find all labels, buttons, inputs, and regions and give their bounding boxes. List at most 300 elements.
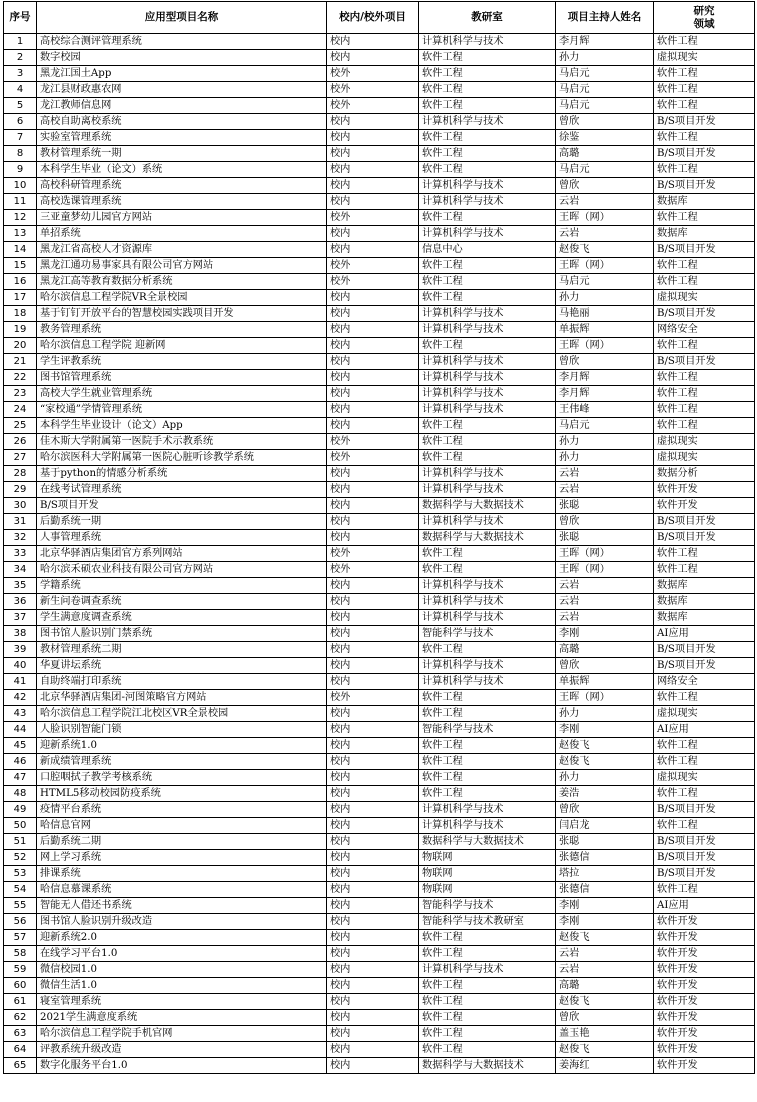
- cell-scope: 校内: [327, 34, 419, 50]
- cell-project-name: 教材管理系统二期: [37, 642, 327, 658]
- cell-no: 60: [4, 978, 37, 994]
- table-row: [4, 754, 755, 770]
- table-row: [4, 530, 755, 546]
- header-no: 序号: [4, 2, 37, 34]
- cell-scope: 校内: [327, 738, 419, 754]
- cell-research-field: 软件开发: [654, 498, 755, 514]
- cell-research-field: 虚拟现实: [654, 434, 755, 450]
- cell-department: 软件工程: [419, 66, 556, 82]
- cell-no: 3: [4, 66, 37, 82]
- cell-project-name: 教材管理系统一期: [37, 146, 327, 162]
- cell-leader: 马启元: [556, 162, 654, 178]
- cell-scope: 校内: [327, 770, 419, 786]
- cell-no: 34: [4, 562, 37, 578]
- cell-leader: 云岩: [556, 466, 654, 482]
- cell-research-field: 网络安全: [654, 322, 755, 338]
- table-row: [4, 146, 755, 162]
- cell-research-field: 软件工程: [654, 690, 755, 706]
- cell-project-name: 在线学习平台1.0: [37, 946, 327, 962]
- cell-scope: 校内: [327, 1026, 419, 1042]
- cell-leader: 曾欣: [556, 802, 654, 818]
- cell-research-field: 虚拟现实: [654, 770, 755, 786]
- cell-project-name: 图书馆管理系统: [37, 370, 327, 386]
- cell-project-name: 数字校园: [37, 50, 327, 66]
- cell-no: 55: [4, 898, 37, 914]
- cell-project-name: 哈尔滨医科大学附属第一医院心脏听诊教学系统: [37, 450, 327, 466]
- cell-scope: 校内: [327, 754, 419, 770]
- cell-research-field: 软件开发: [654, 930, 755, 946]
- cell-scope: 校内: [327, 418, 419, 434]
- cell-project-name: 黑龙江高等教育数据分析系统: [37, 274, 327, 290]
- table-row: [4, 338, 755, 354]
- cell-project-name: 高校科研管理系统: [37, 178, 327, 194]
- cell-scope: 校内: [327, 306, 419, 322]
- cell-project-name: 数字化服务平台1.0: [37, 1058, 327, 1074]
- cell-department: 软件工程: [419, 274, 556, 290]
- cell-research-field: B/S项目开发: [654, 354, 755, 370]
- cell-scope: 校内: [327, 146, 419, 162]
- header-department: 教研室: [419, 2, 556, 34]
- cell-leader: 马启元: [556, 98, 654, 114]
- cell-scope: 校内: [327, 994, 419, 1010]
- cell-department: 计算机科学与技术: [419, 402, 556, 418]
- cell-department: 计算机科学与技术: [419, 578, 556, 594]
- cell-research-field: B/S项目开发: [654, 242, 755, 258]
- header-project-name: 应用型项目名称: [37, 2, 327, 34]
- cell-leader: 赵俊飞: [556, 1042, 654, 1058]
- cell-project-name: 高校大学生就业管理系统: [37, 386, 327, 402]
- table-row: [4, 866, 755, 882]
- cell-scope: 校内: [327, 786, 419, 802]
- cell-leader: 张德信: [556, 850, 654, 866]
- cell-leader: 云岩: [556, 962, 654, 978]
- cell-scope: 校外: [327, 546, 419, 562]
- cell-no: 61: [4, 994, 37, 1010]
- cell-research-field: 软件开发: [654, 962, 755, 978]
- cell-department: 软件工程: [419, 98, 556, 114]
- table-row: [4, 546, 755, 562]
- table-row: [4, 978, 755, 994]
- cell-scope: 校内: [327, 530, 419, 546]
- cell-no: 12: [4, 210, 37, 226]
- cell-leader: 马启元: [556, 82, 654, 98]
- cell-no: 10: [4, 178, 37, 194]
- table-row: [4, 386, 755, 402]
- cell-leader: 云岩: [556, 610, 654, 626]
- cell-leader: 王晖（网）: [556, 210, 654, 226]
- cell-research-field: 软件工程: [654, 754, 755, 770]
- cell-research-field: B/S项目开发: [654, 530, 755, 546]
- project-table: [3, 1, 755, 1074]
- cell-research-field: B/S项目开发: [654, 866, 755, 882]
- cell-leader: 张德信: [556, 882, 654, 898]
- cell-leader: 云岩: [556, 578, 654, 594]
- cell-no: 19: [4, 322, 37, 338]
- cell-no: 2: [4, 50, 37, 66]
- cell-scope: 校内: [327, 834, 419, 850]
- cell-scope: 校内: [327, 898, 419, 914]
- cell-leader: 李刚: [556, 722, 654, 738]
- cell-scope: 校内: [327, 850, 419, 866]
- cell-leader: 曾欣: [556, 658, 654, 674]
- cell-scope: 校外: [327, 274, 419, 290]
- cell-scope: 校内: [327, 882, 419, 898]
- cell-scope: 校内: [327, 482, 419, 498]
- cell-research-field: 软件开发: [654, 994, 755, 1010]
- cell-research-field: B/S项目开发: [654, 834, 755, 850]
- table-row: [4, 626, 755, 642]
- table-row: [4, 850, 755, 866]
- cell-scope: 校内: [327, 466, 419, 482]
- cell-scope: 校内: [327, 226, 419, 242]
- cell-scope: 校内: [327, 946, 419, 962]
- cell-scope: 校内: [327, 962, 419, 978]
- table-row: [4, 1042, 755, 1058]
- cell-scope: 校内: [327, 978, 419, 994]
- cell-no: 62: [4, 1010, 37, 1026]
- cell-department: 软件工程: [419, 162, 556, 178]
- cell-department: 软件工程: [419, 930, 556, 946]
- cell-no: 57: [4, 930, 37, 946]
- cell-department: 软件工程: [419, 210, 556, 226]
- cell-department: 软件工程: [419, 786, 556, 802]
- cell-project-name: 单招系统: [37, 226, 327, 242]
- cell-research-field: AI应用: [654, 898, 755, 914]
- cell-no: 49: [4, 802, 37, 818]
- table-row: [4, 642, 755, 658]
- cell-department: 计算机科学与技术: [419, 226, 556, 242]
- cell-no: 59: [4, 962, 37, 978]
- cell-scope: 校外: [327, 66, 419, 82]
- cell-research-field: 软件工程: [654, 82, 755, 98]
- cell-leader: 张聪: [556, 530, 654, 546]
- cell-scope: 校内: [327, 130, 419, 146]
- cell-research-field: 数据库: [654, 226, 755, 242]
- table-row: [4, 1058, 755, 1074]
- cell-project-name: 学生满意度调查系统: [37, 610, 327, 626]
- cell-department: 软件工程: [419, 562, 556, 578]
- table-row: [4, 930, 755, 946]
- cell-project-name: 后勤系统二期: [37, 834, 327, 850]
- cell-project-name: 自助终端打印系统: [37, 674, 327, 690]
- table-row: [4, 818, 755, 834]
- cell-leader: 单振辉: [556, 674, 654, 690]
- cell-no: 52: [4, 850, 37, 866]
- cell-no: 7: [4, 130, 37, 146]
- cell-leader: 马启元: [556, 418, 654, 434]
- cell-no: 26: [4, 434, 37, 450]
- cell-department: 计算机科学与技术: [419, 354, 556, 370]
- cell-department: 计算机科学与技术: [419, 178, 556, 194]
- cell-no: 31: [4, 514, 37, 530]
- cell-no: 54: [4, 882, 37, 898]
- cell-leader: 孙力: [556, 290, 654, 306]
- cell-no: 48: [4, 786, 37, 802]
- table-row: [4, 418, 755, 434]
- cell-leader: 盖玉艳: [556, 1026, 654, 1042]
- cell-department: 智能科学与技术教研室: [419, 914, 556, 930]
- cell-project-name: 新生问卷调查系统: [37, 594, 327, 610]
- cell-leader: 赵俊飞: [556, 754, 654, 770]
- cell-scope: 校内: [327, 674, 419, 690]
- cell-research-field: 软件开发: [654, 1058, 755, 1074]
- cell-research-field: B/S项目开发: [654, 658, 755, 674]
- cell-leader: 云岩: [556, 482, 654, 498]
- cell-research-field: 软件开发: [654, 482, 755, 498]
- cell-scope: 校内: [327, 194, 419, 210]
- cell-research-field: B/S项目开发: [654, 802, 755, 818]
- cell-no: 45: [4, 738, 37, 754]
- cell-leader: 云岩: [556, 226, 654, 242]
- cell-research-field: 软件开发: [654, 978, 755, 994]
- cell-no: 14: [4, 242, 37, 258]
- cell-project-name: 微信校园1.0: [37, 962, 327, 978]
- cell-project-name: 龙江教师信息网: [37, 98, 327, 114]
- header-research-field-line1: 研究: [693, 4, 715, 17]
- table-row: [4, 690, 755, 706]
- cell-scope: 校内: [327, 338, 419, 354]
- cell-scope: 校内: [327, 578, 419, 594]
- cell-department: 计算机科学与技术: [419, 370, 556, 386]
- cell-department: 软件工程: [419, 690, 556, 706]
- cell-no: 42: [4, 690, 37, 706]
- cell-leader: 姜浩: [556, 786, 654, 802]
- cell-no: 9: [4, 162, 37, 178]
- cell-research-field: 软件工程: [654, 418, 755, 434]
- cell-research-field: AI应用: [654, 626, 755, 642]
- cell-research-field: 软件工程: [654, 162, 755, 178]
- cell-leader: 曾欣: [556, 114, 654, 130]
- cell-department: 计算机科学与技术: [419, 306, 556, 322]
- cell-project-name: 在线考试管理系统: [37, 482, 327, 498]
- cell-scope: 校内: [327, 354, 419, 370]
- cell-scope: 校内: [327, 498, 419, 514]
- cell-project-name: 本科学生毕业设计（论文）App: [37, 418, 327, 434]
- cell-research-field: 软件工程: [654, 386, 755, 402]
- cell-no: 46: [4, 754, 37, 770]
- cell-project-name: 实验室管理系统: [37, 130, 327, 146]
- cell-no: 44: [4, 722, 37, 738]
- cell-department: 软件工程: [419, 418, 556, 434]
- cell-leader: 李月辉: [556, 370, 654, 386]
- cell-leader: 曾欣: [556, 178, 654, 194]
- cell-scope: 校内: [327, 914, 419, 930]
- table-row: [4, 306, 755, 322]
- cell-project-name: 本科学生毕业（论文）系统: [37, 162, 327, 178]
- cell-research-field: 网络安全: [654, 674, 755, 690]
- cell-research-field: B/S项目开发: [654, 114, 755, 130]
- cell-department: 软件工程: [419, 1042, 556, 1058]
- cell-department: 软件工程: [419, 1010, 556, 1026]
- cell-department: 计算机科学与技术: [419, 386, 556, 402]
- cell-project-name: 人脸识别智能门锁: [37, 722, 327, 738]
- cell-scope: 校内: [327, 866, 419, 882]
- cell-research-field: 软件工程: [654, 370, 755, 386]
- cell-department: 计算机科学与技术: [419, 114, 556, 130]
- table-row: [4, 210, 755, 226]
- cell-department: 数据科学与大数据技术: [419, 1058, 556, 1074]
- cell-department: 计算机科学与技术: [419, 194, 556, 210]
- cell-no: 8: [4, 146, 37, 162]
- cell-scope: 校外: [327, 82, 419, 98]
- cell-leader: 曾欣: [556, 514, 654, 530]
- table-row: [4, 114, 755, 130]
- cell-project-name: 新成绩管理系统: [37, 754, 327, 770]
- cell-department: 智能科学与技术: [419, 626, 556, 642]
- cell-research-field: 数据库: [654, 610, 755, 626]
- cell-no: 28: [4, 466, 37, 482]
- table-row: [4, 290, 755, 306]
- cell-project-name: 哈尔滨禾硕农业科技有限公司官方网站: [37, 562, 327, 578]
- table-row: [4, 738, 755, 754]
- cell-no: 25: [4, 418, 37, 434]
- cell-research-field: 软件工程: [654, 34, 755, 50]
- cell-scope: 校内: [327, 706, 419, 722]
- cell-leader: 单振辉: [556, 322, 654, 338]
- cell-research-field: 软件工程: [654, 98, 755, 114]
- cell-leader: 王晖（网）: [556, 690, 654, 706]
- cell-leader: 塔拉: [556, 866, 654, 882]
- cell-project-name: 口腔咽拭子教学考核系统: [37, 770, 327, 786]
- cell-department: 计算机科学与技术: [419, 818, 556, 834]
- cell-research-field: B/S项目开发: [654, 178, 755, 194]
- table-row: [4, 898, 755, 914]
- cell-scope: 校内: [327, 594, 419, 610]
- table-row: [4, 194, 755, 210]
- cell-department: 软件工程: [419, 146, 556, 162]
- cell-no: 24: [4, 402, 37, 418]
- table-row: [4, 82, 755, 98]
- cell-leader: 孙力: [556, 434, 654, 450]
- cell-scope: 校内: [327, 818, 419, 834]
- cell-leader: 马艳丽: [556, 306, 654, 322]
- cell-leader: 云岩: [556, 946, 654, 962]
- cell-leader: 李刚: [556, 914, 654, 930]
- cell-leader: 孙力: [556, 706, 654, 722]
- cell-department: 软件工程: [419, 706, 556, 722]
- table-row: [4, 834, 755, 850]
- cell-project-name: 华夏讲坛系统: [37, 658, 327, 674]
- cell-project-name: 黑龙江通功易事家具有限公司官方网站: [37, 258, 327, 274]
- cell-no: 22: [4, 370, 37, 386]
- table-row: [4, 802, 755, 818]
- table-row: [4, 658, 755, 674]
- cell-project-name: 迎新系统1.0: [37, 738, 327, 754]
- cell-no: 43: [4, 706, 37, 722]
- cell-no: 15: [4, 258, 37, 274]
- table-row: [4, 162, 755, 178]
- table-row: [4, 98, 755, 114]
- cell-no: 51: [4, 834, 37, 850]
- cell-department: 计算机科学与技术: [419, 802, 556, 818]
- table-row: [4, 1026, 755, 1042]
- cell-research-field: 软件工程: [654, 274, 755, 290]
- table-row: [4, 786, 755, 802]
- cell-department: 物联网: [419, 866, 556, 882]
- cell-no: 33: [4, 546, 37, 562]
- cell-research-field: 软件工程: [654, 258, 755, 274]
- cell-project-name: 高校综合测评管理系统: [37, 34, 327, 50]
- cell-no: 5: [4, 98, 37, 114]
- cell-research-field: 软件开发: [654, 1026, 755, 1042]
- cell-no: 23: [4, 386, 37, 402]
- table-row: [4, 466, 755, 482]
- cell-leader: 李月辉: [556, 386, 654, 402]
- cell-no: 41: [4, 674, 37, 690]
- table-row: [4, 178, 755, 194]
- table-row: [4, 674, 755, 690]
- cell-no: 35: [4, 578, 37, 594]
- cell-project-name: 黑龙江省高校人才资源库: [37, 242, 327, 258]
- cell-research-field: 软件工程: [654, 786, 755, 802]
- cell-leader: 云岩: [556, 594, 654, 610]
- cell-project-name: 哈信息官网: [37, 818, 327, 834]
- cell-department: 计算机科学与技术: [419, 674, 556, 690]
- table-row: [4, 514, 755, 530]
- table-row: [4, 402, 755, 418]
- table-row: [4, 610, 755, 626]
- cell-research-field: 软件工程: [654, 130, 755, 146]
- cell-project-name: 北京华驿酒店集团官方系列网站: [37, 546, 327, 562]
- cell-research-field: 数据分析: [654, 466, 755, 482]
- cell-no: 32: [4, 530, 37, 546]
- table-row: [4, 258, 755, 274]
- cell-no: 39: [4, 642, 37, 658]
- table-row: [4, 562, 755, 578]
- cell-leader: 孙力: [556, 450, 654, 466]
- cell-department: 软件工程: [419, 642, 556, 658]
- cell-project-name: 北京华驿酒店集团-河图策略官方网站: [37, 690, 327, 706]
- table-row: [4, 1010, 755, 1026]
- cell-project-name: 图书馆人脸识别升级改造: [37, 914, 327, 930]
- cell-research-field: 软件开发: [654, 946, 755, 962]
- cell-scope: 校内: [327, 802, 419, 818]
- cell-project-name: 哈尔滨信息工程学院手机官网: [37, 1026, 327, 1042]
- cell-department: 信息中心: [419, 242, 556, 258]
- cell-department: 智能科学与技术: [419, 722, 556, 738]
- cell-project-name: 高校自助离校系统: [37, 114, 327, 130]
- cell-department: 计算机科学与技术: [419, 466, 556, 482]
- cell-department: 计算机科学与技术: [419, 514, 556, 530]
- cell-research-field: 数据库: [654, 194, 755, 210]
- cell-leader: 闫启龙: [556, 818, 654, 834]
- cell-no: 50: [4, 818, 37, 834]
- cell-leader: 王晖（网）: [556, 338, 654, 354]
- cell-research-field: 数据库: [654, 594, 755, 610]
- cell-no: 65: [4, 1058, 37, 1074]
- cell-project-name: 基于python的情感分析系统: [37, 466, 327, 482]
- cell-no: 56: [4, 914, 37, 930]
- cell-no: 36: [4, 594, 37, 610]
- cell-department: 计算机科学与技术: [419, 658, 556, 674]
- cell-department: 计算机科学与技术: [419, 610, 556, 626]
- cell-scope: 校外: [327, 450, 419, 466]
- cell-leader: 李刚: [556, 626, 654, 642]
- cell-project-name: 教务管理系统: [37, 322, 327, 338]
- cell-department: 软件工程: [419, 338, 556, 354]
- cell-scope: 校外: [327, 258, 419, 274]
- cell-no: 37: [4, 610, 37, 626]
- cell-project-name: 哈尔滨信息工程学院 迎新网: [37, 338, 327, 354]
- table-row: [4, 706, 755, 722]
- table-row: [4, 242, 755, 258]
- cell-department: 软件工程: [419, 946, 556, 962]
- cell-project-name: 2021学生满意度系统: [37, 1010, 327, 1026]
- cell-project-name: 高校选课管理系统: [37, 194, 327, 210]
- cell-project-name: 智能无人借还书系统: [37, 898, 327, 914]
- cell-project-name: 三亚童梦幼儿园官方网站: [37, 210, 327, 226]
- cell-no: 20: [4, 338, 37, 354]
